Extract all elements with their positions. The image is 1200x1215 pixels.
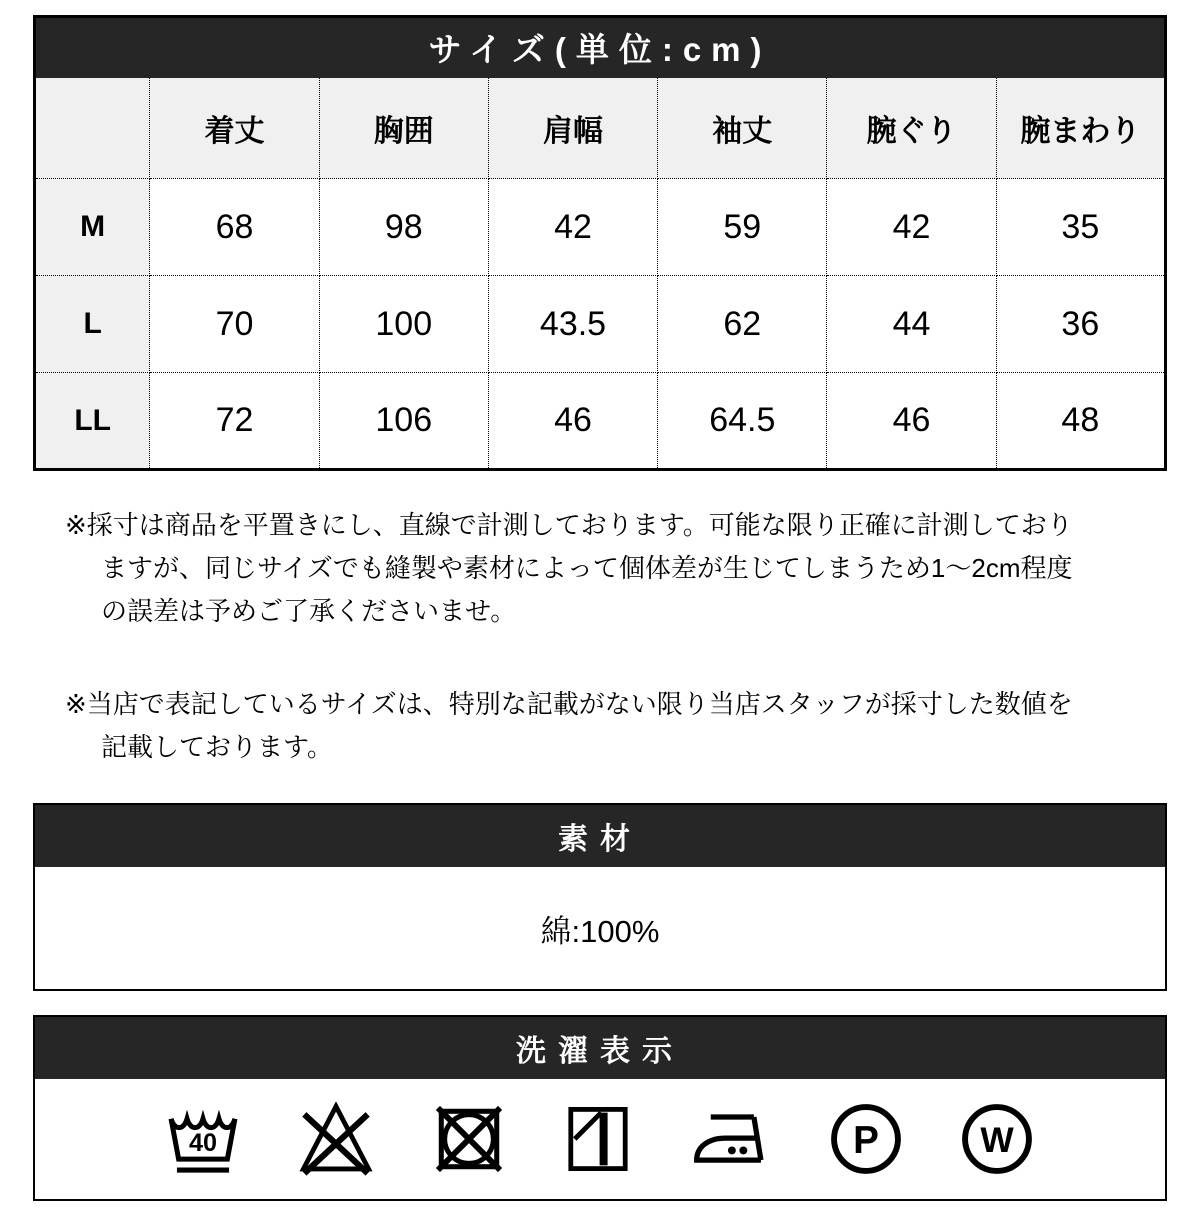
cell-value: 98: [319, 179, 488, 276]
cell-value: 42: [488, 179, 657, 276]
cell-value: 59: [658, 179, 827, 276]
cell-value: 36: [996, 276, 1165, 373]
measurement-notes: [65, 504, 1080, 769]
cell-value: 46: [827, 373, 996, 470]
shade-hang-dry-icon: [558, 1095, 638, 1183]
table-row-m: [35, 179, 1166, 276]
iron-medium-icon: [685, 1095, 777, 1183]
cell-value: 35: [996, 179, 1165, 276]
material-header: 素材: [35, 805, 1165, 867]
no-bleach-icon: [292, 1095, 380, 1183]
table-row-ll: [35, 373, 1166, 470]
size-label: L: [35, 276, 150, 373]
cell-value: 42: [827, 179, 996, 276]
corner-cell: [35, 78, 150, 179]
table-row-l: [35, 276, 1166, 373]
no-tumble-dry-icon: [427, 1095, 511, 1183]
note-staff-measured: ※当店で表記しているサイズは、特別な記載がない限り当店スタッフが採寸した数値を記載しております。: [65, 689, 1073, 762]
column-header-chest: 胸囲: [319, 78, 488, 179]
note-measurement-accuracy: ※採寸は商品を平置きにし、直線で計測しております。可能な限り正確に計測しておりますが、同じサイズでも縫製や素材によって個体差が生じてしまうため1〜2cm程度の誤差は予めご了承くださいませ。: [65, 510, 1073, 626]
size-table-title: サイズ(単位:cm): [35, 17, 1166, 78]
cell-value: 44: [827, 276, 996, 373]
cell-value: 100: [319, 276, 488, 373]
cell-value: 46: [488, 373, 657, 470]
column-header-body-length: 着丈: [150, 78, 319, 179]
wet-clean-w-icon: [955, 1095, 1039, 1183]
cell-value: 43.5: [488, 276, 657, 373]
cell-value: 48: [996, 373, 1165, 470]
material-section: [33, 803, 1167, 991]
svg-text:P: P: [853, 1119, 879, 1163]
dry-clean-p-icon: [824, 1095, 908, 1183]
cell-value: 64.5: [658, 373, 827, 470]
laundry-header: 洗濯表示: [35, 1017, 1165, 1079]
svg-text:40: 40: [188, 1129, 218, 1158]
material-value: 綿:100%: [540, 913, 660, 949]
svg-text:W: W: [980, 1121, 1014, 1161]
cell-value: 62: [658, 276, 827, 373]
column-header-sleeve: 袖丈: [658, 78, 827, 179]
cell-value: 72: [150, 373, 319, 470]
cell-value: 70: [150, 276, 319, 373]
size-label: M: [35, 179, 150, 276]
wash-40-mild-icon: [161, 1095, 245, 1183]
laundry-section: [33, 1015, 1167, 1201]
cell-value: 106: [319, 373, 488, 470]
laundry-symbols-row: [35, 1079, 1165, 1199]
column-header-armhole: 腕ぐり: [827, 78, 996, 179]
column-header-arm-circumference: 腕まわり: [996, 78, 1165, 179]
size-label: LL: [35, 373, 150, 470]
size-table: [33, 15, 1167, 471]
column-header-shoulder: 肩幅: [488, 78, 657, 179]
cell-value: 68: [150, 179, 319, 276]
